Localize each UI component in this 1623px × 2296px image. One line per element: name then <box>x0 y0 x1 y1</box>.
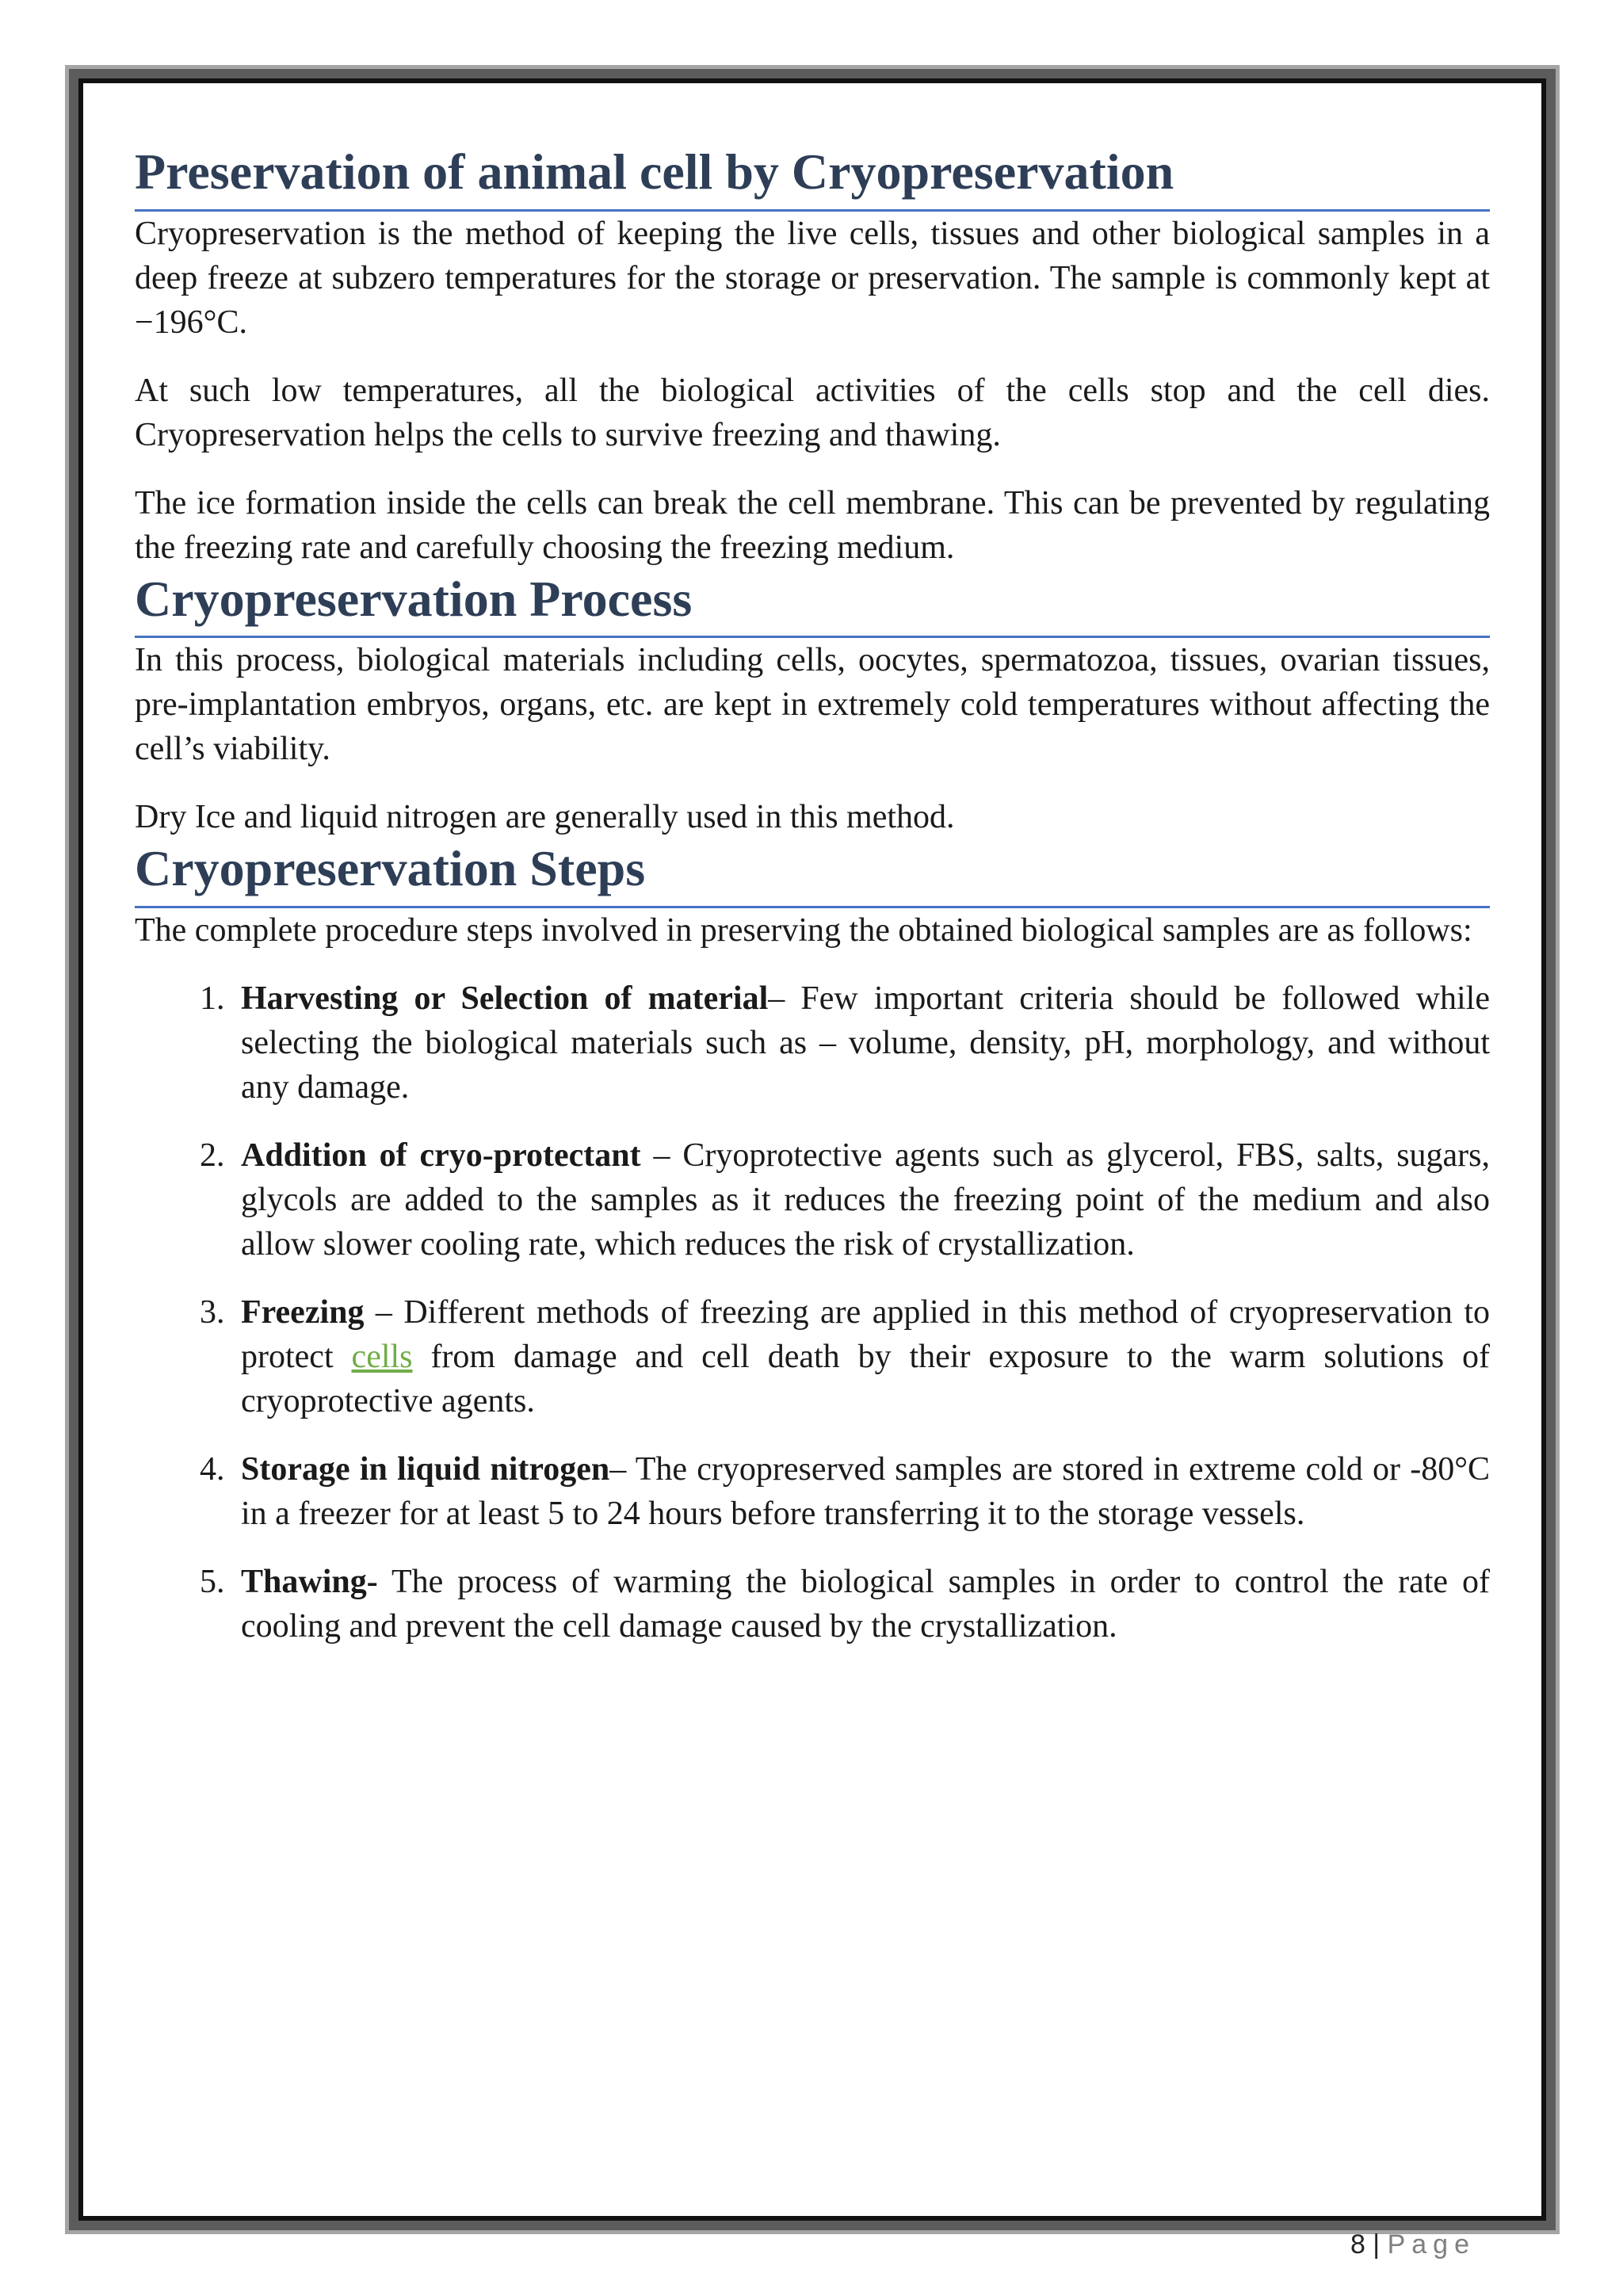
step-text-before-link: – Different methods of freezing are applied in this method of cryopreservation to protect <box>241 1293 1490 1375</box>
step-title: Freezing <box>241 1293 365 1331</box>
step-title: Addition of cryo-protectant <box>241 1137 641 1174</box>
heading-preservation: Preservation of animal cell by Cryopreservation <box>135 143 1490 212</box>
paragraph-ice-formation: The ice formation inside the cells can break the cell membrane. This can be prevented by regulating the freezing rate and carefully choosing the freezing medium. <box>135 484 1490 566</box>
step-item-thawing <box>233 1560 1490 1648</box>
step-text: – Cryoprotective agents such as glycerol, FBS, salts, sugars, glycols are added to the samples as it reduces the freezing point of the medium and also allow slower cooling rate, which reduces the risk of crystallization. <box>241 1137 1491 1263</box>
steps-list <box>135 976 1490 1648</box>
step-item-freezing <box>233 1290 1490 1423</box>
page-number: 8 <box>1350 2229 1365 2260</box>
step-item-cryoprotectant <box>233 1133 1490 1266</box>
cells-link[interactable]: cells <box>351 1338 413 1375</box>
step-item-storage <box>233 1447 1490 1536</box>
paragraph-dry-ice: Dry Ice and liquid nitrogen are generally used in this method. <box>135 799 955 836</box>
page-separator: | <box>1365 2229 1388 2260</box>
page-label: Page <box>1387 2229 1476 2260</box>
paragraph-steps-intro: The complete procedure steps involved in preserving the obtained biological samples are as follows: <box>135 911 1472 949</box>
step-title: Thawing- <box>241 1563 378 1600</box>
step-text: – The cryopreserved samples are stored in extreme cold or -80°C in a freezer for at least 5 to 24 hours before transferring it to the storage vessels. <box>241 1450 1490 1532</box>
page-footer <box>1350 2229 1476 2260</box>
step-text: – Few important criteria should be followed while selecting the biological materials such as – volume, density, pH, morphology, and without any damage. <box>241 980 1490 1106</box>
document-body <box>135 143 1490 1672</box>
step-title: Harvesting or Selection of material <box>241 980 769 1017</box>
step-text: The process of warming the biological samples in order to control the rate of cooling and prevent the cell damage caused by the crystallization. <box>241 1563 1490 1645</box>
paragraph-definition: Cryopreservation is the method of keeping the live cells, tissues and other biological samples in a deep freeze at subzero temperatures for the storage or preservation. The sample is commonly kept at −196°C. <box>135 215 1490 341</box>
paragraph-process-materials: In this process, biological materials including cells, oocytes, spermatozoa, tissues, ovarian tissues, pre-implantation embryos, organs, etc. are kept in extremely cold temperatures without affecting the cell’s viability. <box>135 642 1490 768</box>
paragraph-low-temperature: At such low temperatures, all the biological activities of the cells stop and the cell dies. Cryopreservation helps the cells to survive freezing and thawing. <box>135 372 1490 453</box>
heading-steps: Cryopreservation Steps <box>135 839 1490 908</box>
heading-process: Cryopreservation Process <box>135 570 1490 639</box>
step-item-harvesting <box>233 976 1490 1110</box>
step-text-after-link: from damage and cell death by their exposure to the warm solutions of cryoprotective agents. <box>241 1338 1490 1419</box>
step-title: Storage in liquid nitrogen <box>241 1450 610 1488</box>
